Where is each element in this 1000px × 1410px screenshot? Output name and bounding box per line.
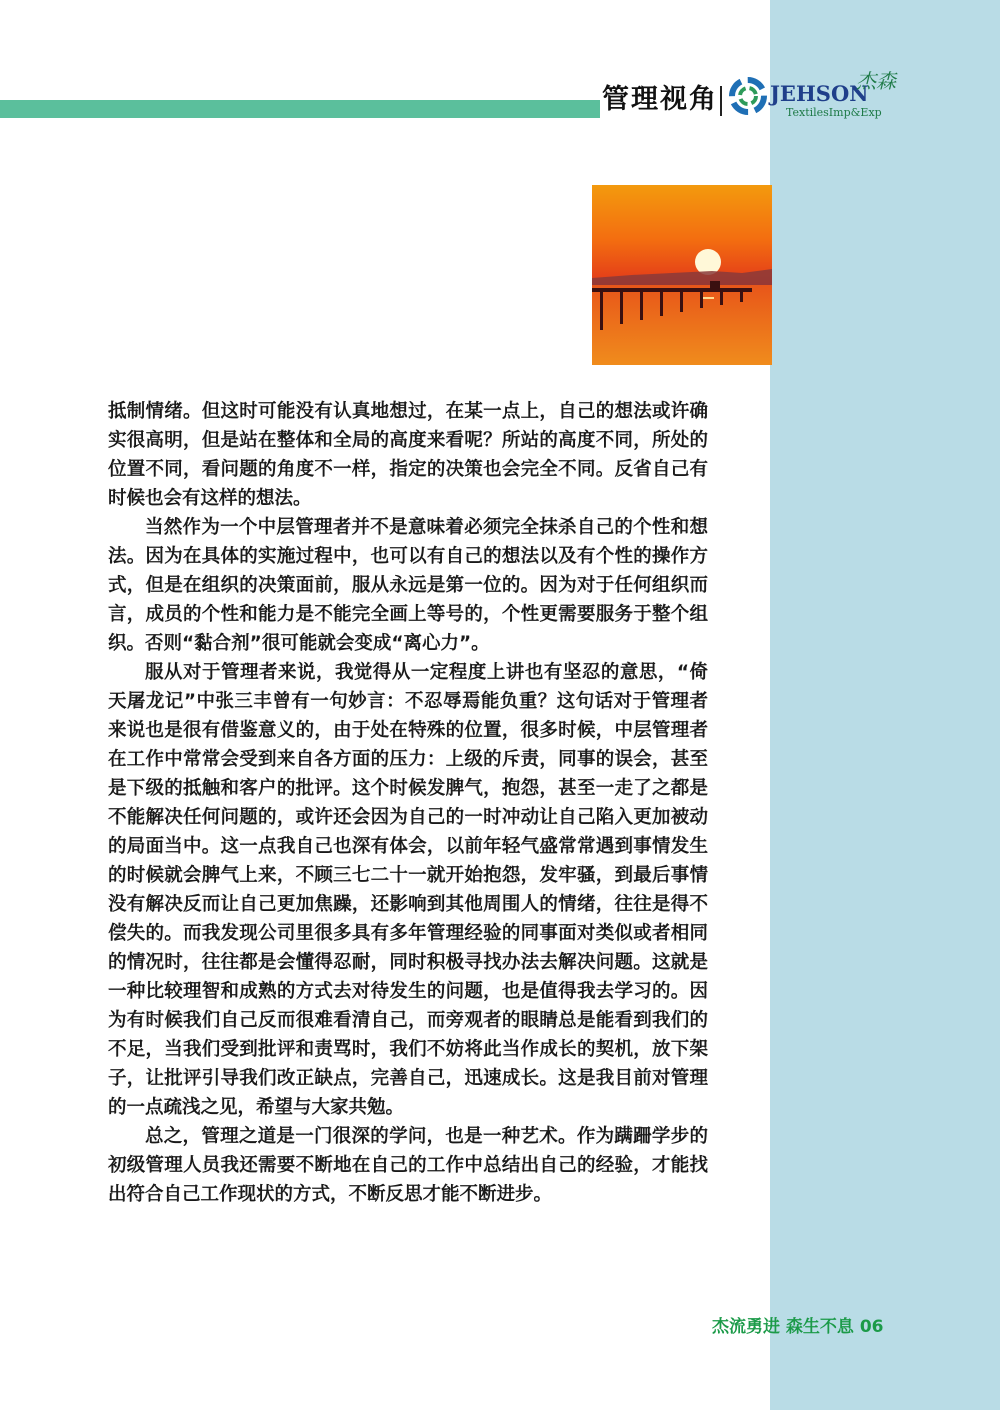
company-logo — [728, 70, 898, 122]
sunset-pier-photo — [592, 185, 772, 365]
header-bar — [0, 100, 600, 118]
logo-brand-cn: 杰森 — [856, 69, 896, 93]
section-title: 管理视角 — [602, 84, 718, 115]
side-panel — [770, 0, 1000, 1410]
article-body — [108, 397, 708, 1209]
logo-brand: JEHSON — [770, 81, 869, 106]
article-paragraph: 总之，管理之道是一门很深的学问，也是一种艺术。作为蹒跚学步的初级管理人员我还需要不断地在自己的工作中总结出自己的经验，才能找出符合自己工作现状的方式，不断反思才能不断进步。 — [108, 1126, 708, 1205]
article-paragraph: 抵制情绪。但这时可能没有认真地想过，在某一点上，自己的想法或许确实很高明，但是站在整体和全局的高度来看呢？所站的高度不同，所处的位置不同，看问题的角度不一样，指定的决策也会完全不同。反省自己有时候也会有这样的想法。 — [108, 401, 708, 509]
page-number: 06 — [859, 1317, 884, 1337]
article-paragraph: 当然作为一个中层管理者并不是意味着必须完全抹杀自己的个性和想法。因为在具体的实施过程中，也可以有自己的想法以及有个性的操作方式，但是在组织的决策面前，服从永远是第一位的。因为对于任何组织而言，成员的个性和能力是不能完全画上等号的，个性更需要服务于整个组织。否则“黏合剂”很可能就会变成“离心力”。 — [108, 517, 708, 654]
logo-tagline: TextilesImp&Exp — [786, 106, 882, 119]
article-paragraph: 服从对于管理者来说，我觉得从一定程度上讲也有坚忍的意思，“倚天屠龙记”中张三丰曾有一句妙言：不忍辱焉能负重？这句话对于管理者来说也是很有借鉴意义的，由于处在特殊的位置，很多时候，中层管理者在工作中常常会受到来自各方面的压力：上级的斥责，同事的误会，甚至是下级的抵触和客户的批评。这个时候发脾气，抱怨，甚至一走了之都是不能解决任何问题的，或许还会因为自己的一时冲动让自己陷入更加被动的局面当中。这一点我自己也深有体会，以前年轻气盛常常遇到事情发生的时候就会脾气上来，不顾三七二十一就开始抱怨，发牢骚，到最后事情没有解决反而让自己更加焦躁，还影响到其他周围人的情绪，往往是得不偿失的。而我发现公司里很多具有多年管理经验的同事面对类似或者相同的情况时，往往都是会懂得忍耐，同时积极寻找办法去解决问题。这就是一种比较理智和成熟的方式去对待发生的问题，也是值得我去学习的。因为有时候我们自己反而很难看清自己，而旁观者的眼睛总是能看到我们的不足，当我们受到批评和责骂时，我们不妨将此当作成长的契机，放下架子，让批评引导我们改正缺点，完善自己，迅速成长。这是我目前对管理的一点疏浅之见，希望与大家共勉。 — [108, 662, 708, 1118]
title-divider — [720, 86, 722, 116]
page-footer — [712, 1316, 884, 1338]
logo-swirl-icon — [728, 76, 768, 116]
footer-slogan: 杰流勇进 森生不息 — [712, 1317, 854, 1337]
